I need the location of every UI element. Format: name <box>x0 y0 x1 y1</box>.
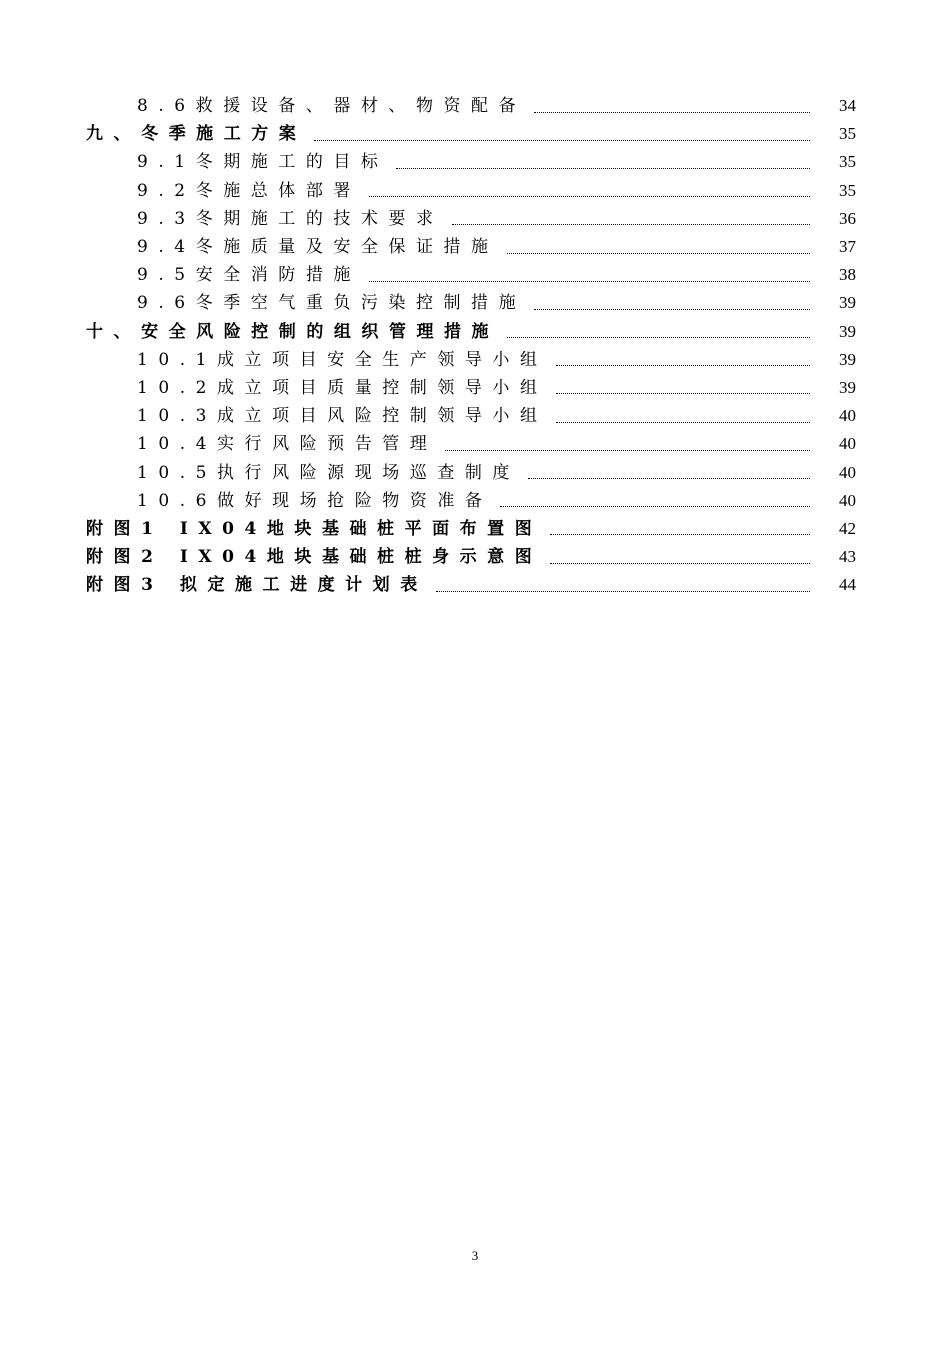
toc-chapter-entry[interactable] <box>0 120 950 148</box>
toc-entry-title: 9.3冬期施工的技术要求 <box>137 208 444 229</box>
page-number: 3 <box>471 1248 479 1263</box>
toc-appendix-entry[interactable] <box>0 571 950 599</box>
toc-entry-page: 40 <box>839 434 856 454</box>
toc-entry-page: 39 <box>839 293 856 313</box>
toc-dot-leader <box>534 309 810 310</box>
toc-entry-title: 9.4冬施质量及安全保证措施 <box>137 237 499 258</box>
toc-entry-page: 39 <box>839 321 856 341</box>
toc-entry-page: 37 <box>839 237 856 257</box>
toc-chapter-entry[interactable] <box>0 318 950 346</box>
toc-entry-page: 39 <box>839 377 856 397</box>
toc-entry[interactable] <box>0 430 950 458</box>
toc-dot-leader <box>396 168 810 169</box>
toc-entry-title: 附图3 拟定施工进度计划表 <box>86 575 428 596</box>
toc-entry[interactable] <box>0 374 950 402</box>
toc-entry-page: 42 <box>839 518 856 538</box>
toc-dot-leader <box>314 140 810 141</box>
toc-entry-title: 10.5执行风险源现场巡查制度 <box>137 462 520 483</box>
toc-entry-page: 35 <box>839 124 856 144</box>
toc-dot-leader <box>507 337 810 338</box>
toc-entry-title: 9.2冬施总体部署 <box>137 180 361 201</box>
toc-entry-page: 35 <box>839 180 856 200</box>
toc-entry-title: 8.6救援设备、器材、物资配备 <box>137 96 527 117</box>
toc-entry-title: 10.2成立项目质量控制领导小组 <box>137 377 548 398</box>
toc-entry-page: 44 <box>839 575 856 595</box>
toc-entry-title: 9.1冬期施工的目标 <box>137 152 389 173</box>
toc-entry[interactable] <box>0 346 950 374</box>
toc-entry-page: 34 <box>839 96 856 116</box>
table-of-contents <box>0 92 950 599</box>
toc-entry-title: 附图2 IX04地块基础桩桩身示意图 <box>86 547 543 568</box>
toc-entry-title: 10.1成立项目安全生产领导小组 <box>137 349 548 370</box>
toc-entry-page: 36 <box>839 208 856 228</box>
toc-entry-title: 10.6做好现场抢险物资准备 <box>137 490 493 511</box>
toc-dot-leader <box>550 563 810 564</box>
toc-entry-title: 10.3成立项目风险控制领导小组 <box>137 406 548 427</box>
toc-appendix-entry[interactable] <box>0 543 950 571</box>
toc-entry-title: 9.6冬季空气重负污染控制措施 <box>137 293 527 314</box>
toc-entry[interactable] <box>0 261 950 289</box>
toc-entry-title: 附图1 IX04地块基础桩平面布置图 <box>86 518 543 539</box>
toc-entry[interactable] <box>0 177 950 205</box>
toc-entry[interactable] <box>0 92 950 120</box>
toc-entry-title: 九、冬季施工方案 <box>86 124 307 145</box>
toc-entry[interactable] <box>0 487 950 515</box>
toc-dot-leader <box>534 112 810 113</box>
toc-dot-leader <box>507 253 810 254</box>
toc-dot-leader <box>500 506 810 507</box>
toc-entry-title: 9.5安全消防措施 <box>137 265 361 286</box>
toc-dot-leader <box>556 393 811 394</box>
toc-entry[interactable] <box>0 205 950 233</box>
toc-entry[interactable] <box>0 402 950 430</box>
toc-entry-page: 40 <box>839 406 856 426</box>
toc-entry-page: 40 <box>839 462 856 482</box>
toc-dot-leader <box>528 478 810 479</box>
toc-dot-leader <box>369 281 810 282</box>
toc-appendix-entry[interactable] <box>0 515 950 543</box>
toc-dot-leader <box>556 365 811 366</box>
toc-dot-leader <box>556 422 811 423</box>
toc-entry-title: 十、安全风险控制的组织管理措施 <box>86 321 500 342</box>
toc-dot-leader <box>436 591 810 592</box>
toc-entry-page: 43 <box>839 547 856 567</box>
toc-entry[interactable] <box>0 458 950 486</box>
toc-dot-leader <box>369 196 810 197</box>
toc-dot-leader <box>452 224 810 225</box>
toc-entry[interactable] <box>0 289 950 317</box>
toc-entry-page: 39 <box>839 349 856 369</box>
toc-entry-title: 10.4实行风险预告管理 <box>137 434 438 455</box>
toc-entry-page: 40 <box>839 490 856 510</box>
toc-dot-leader <box>445 450 810 451</box>
toc-entry-page: 38 <box>839 265 856 285</box>
toc-entry[interactable] <box>0 233 950 261</box>
toc-dot-leader <box>550 534 810 535</box>
toc-entry-page: 35 <box>839 152 856 172</box>
toc-entry[interactable] <box>0 148 950 176</box>
